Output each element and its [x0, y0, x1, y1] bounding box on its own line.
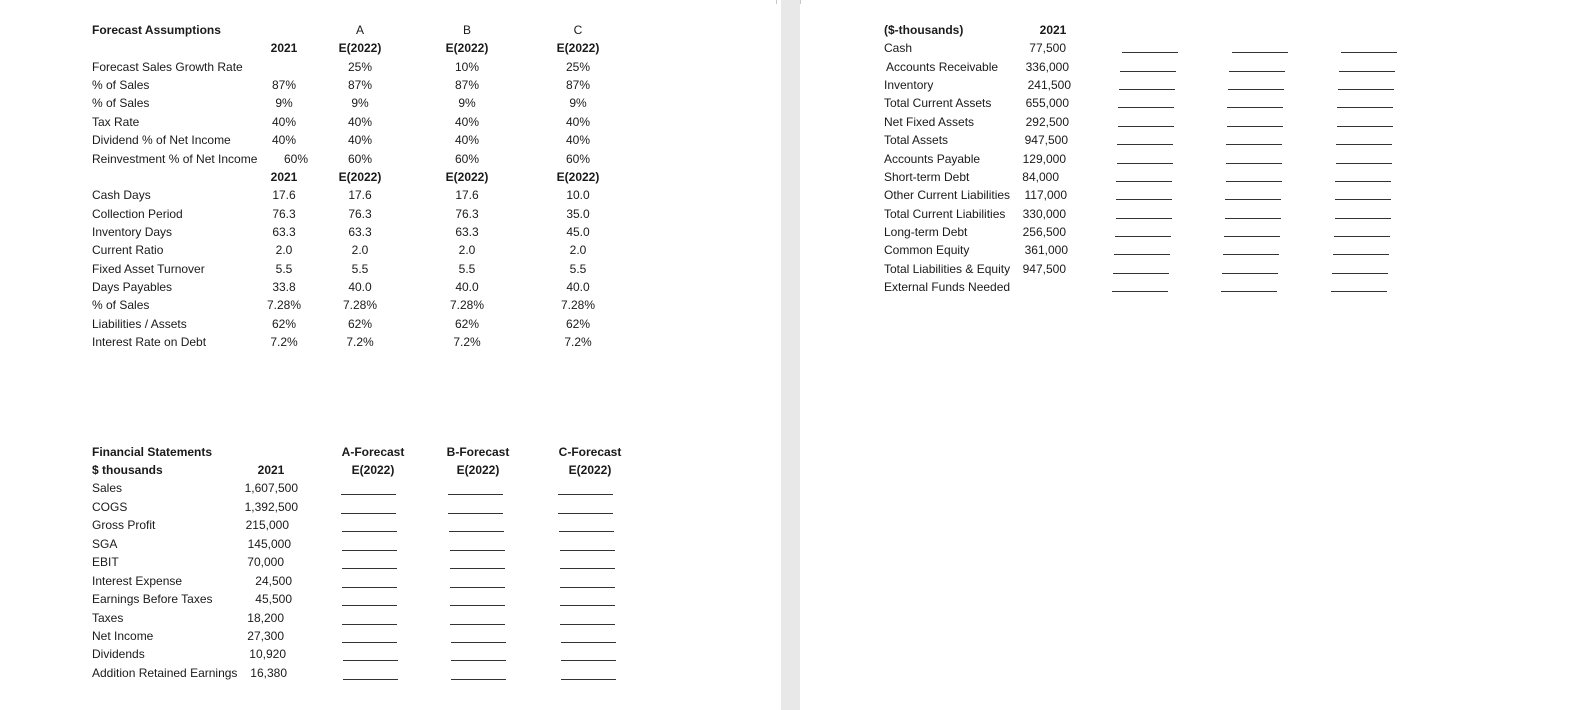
assumption-value: 25%: [347, 60, 373, 74]
statement-line-value: 27,300: [247, 629, 284, 643]
forecast-entry-blank[interactable]: [341, 513, 396, 514]
balance-sheet-label: External Funds Needed: [884, 280, 1011, 294]
balance-sheet-entry-blank[interactable]: [1335, 218, 1391, 219]
ratio-value: 2.0: [275, 243, 293, 257]
ratio-label: % of Sales: [92, 298, 150, 312]
balance-sheet-label: Cash: [884, 41, 913, 55]
balance-sheet-entry-blank[interactable]: [1229, 71, 1285, 72]
balance-sheet-entry-blank[interactable]: [1338, 89, 1394, 90]
assumption-value: 40%: [347, 115, 373, 129]
balance-sheet-entry-blank[interactable]: [1336, 163, 1392, 164]
assumption-value: 87%: [565, 78, 591, 92]
balance-sheet-entry-blank[interactable]: [1332, 273, 1388, 274]
assumption-value: 10%: [454, 60, 480, 74]
balance-sheet-entry-blank[interactable]: [1334, 236, 1390, 237]
forecast-entry-blank[interactable]: [561, 642, 616, 643]
statement-line-value: 145,000: [247, 537, 291, 551]
forecast-entry-blank[interactable]: [561, 679, 616, 680]
forecast-entry-blank[interactable]: [560, 624, 615, 625]
ratio-value: 62%: [454, 317, 480, 331]
balance-sheet-entry-blank[interactable]: [1227, 126, 1283, 127]
ratio-value: 76.3: [348, 207, 372, 221]
statement-line-label: Gross Profit: [92, 518, 156, 532]
balance-sheet-label: Total Current Assets: [884, 96, 992, 110]
balance-sheet-entry-blank[interactable]: [1337, 126, 1393, 127]
statement-line-value: 1,607,500: [244, 481, 298, 495]
balance-sheet-entry-blank[interactable]: [1117, 144, 1173, 145]
ratio-value: 17.6: [455, 188, 479, 202]
ratio-value: 5.5: [458, 262, 476, 276]
ratio-value: 17.6: [348, 188, 372, 202]
statement-line-label: Sales: [92, 481, 123, 495]
ratio-value: 5.5: [351, 262, 369, 276]
balance-sheet-label: Accounts Receivable: [886, 60, 999, 74]
assumption-value: 40%: [271, 133, 297, 147]
assumption-value: 25%: [565, 60, 591, 74]
column-year-header: E(2022): [445, 170, 489, 184]
statement-line-value: 24,500: [255, 574, 292, 588]
assumption-value: 40%: [454, 115, 480, 129]
ratio-value: 7.2%: [346, 335, 374, 349]
statement-line-value: 10,920: [249, 647, 286, 661]
ratio-value: 62%: [271, 317, 297, 331]
statements-units: $ thousands: [92, 463, 163, 477]
balance-sheet-value: 947,500: [1022, 262, 1066, 276]
ratio-value: 7.28%: [266, 298, 302, 312]
balance-sheet-entry-blank[interactable]: [1223, 254, 1279, 255]
page-edge-mark: [776, 0, 777, 4]
balance-sheet-entry-blank[interactable]: [1228, 89, 1284, 90]
balance-sheet-label: Long-term Debt: [884, 225, 968, 239]
balance-sheet-value: 77,500: [1029, 41, 1066, 55]
forecast-entry-blank[interactable]: [343, 679, 398, 680]
assumption-value: 40%: [565, 115, 591, 129]
balance-sheet-entry-blank[interactable]: [1331, 291, 1387, 292]
ratio-value: 2.0: [569, 243, 587, 257]
balance-sheet-label: Other Current Liabilities: [884, 188, 1011, 202]
balance-sheet-label: Inventory: [884, 78, 934, 92]
forecast-entry-blank[interactable]: [450, 605, 505, 606]
assumption-value: 9%: [569, 96, 587, 110]
ratio-label: Interest Rate on Debt: [92, 335, 207, 349]
balance-sheet-entry-blank[interactable]: [1114, 254, 1170, 255]
forecast-entry-blank[interactable]: [342, 531, 397, 532]
assumption-value: 40%: [347, 133, 373, 147]
forecast-entry-blank[interactable]: [450, 568, 505, 569]
forecast-entry-blank[interactable]: [448, 513, 503, 514]
forecast-year: E(2022): [456, 463, 500, 477]
forecast-entry-blank[interactable]: [561, 660, 616, 661]
forecast-entry-blank[interactable]: [343, 660, 398, 661]
balance-sheet-entry-blank[interactable]: [1224, 236, 1280, 237]
statement-line-value: 215,000: [245, 518, 289, 532]
balance-sheet-entry-blank[interactable]: [1337, 107, 1393, 108]
ratio-value: 35.0: [566, 207, 590, 221]
balance-sheet-entry-blank[interactable]: [1226, 144, 1282, 145]
forecast-entry-blank[interactable]: [451, 679, 506, 680]
scenario-letter: B: [462, 23, 472, 37]
ratio-value: 40.0: [455, 280, 479, 294]
balance-sheet-value: 84,000: [1022, 170, 1059, 184]
statement-line-label: COGS: [92, 500, 128, 514]
assumption-value: 60%: [565, 152, 591, 166]
assumption-value: 87%: [271, 78, 297, 92]
statement-line-value: 18,200: [247, 611, 284, 625]
balance-sheet-entry-blank[interactable]: [1226, 163, 1282, 164]
ratio-value: 63.3: [348, 225, 372, 239]
balance-sheet-label: Short-term Debt: [884, 170, 970, 184]
forecast-entry-blank[interactable]: [342, 642, 397, 643]
statement-line-label: EBIT: [92, 555, 119, 569]
balance-sheet-units: ($-thousands): [884, 23, 964, 37]
assumption-label: Dividend % of Net Income: [92, 133, 231, 147]
balance-sheet-entry-blank[interactable]: [1118, 107, 1174, 108]
forecast-entry-blank[interactable]: [342, 587, 397, 588]
forecast-entry-blank[interactable]: [450, 587, 505, 588]
balance-sheet-year: 2021: [1039, 23, 1067, 37]
balance-sheet-entry-blank[interactable]: [1222, 273, 1278, 274]
forecast-entry-blank[interactable]: [342, 605, 397, 606]
ratio-value: 45.0: [566, 225, 590, 239]
balance-sheet-entry-blank[interactable]: [1119, 89, 1175, 90]
ratio-value: 17.6: [272, 188, 296, 202]
forecast-entry-blank[interactable]: [559, 531, 614, 532]
balance-sheet-label: Common Equity: [884, 243, 970, 257]
balance-sheet-entry-blank[interactable]: [1116, 181, 1172, 182]
balance-sheet-entry-blank[interactable]: [1115, 236, 1171, 237]
forecast-entry-blank[interactable]: [342, 550, 397, 551]
ratio-value: 2.0: [351, 243, 369, 257]
statement-line-value: 16,380: [250, 666, 287, 680]
ratio-value: 7.2%: [270, 335, 298, 349]
ratio-value: 7.28%: [560, 298, 596, 312]
ratio-value: 76.3: [272, 207, 296, 221]
forecast-entry-blank[interactable]: [449, 531, 504, 532]
balance-sheet-label: Total Liabilities & Equity: [884, 262, 1011, 276]
ratio-value: 7.28%: [449, 298, 485, 312]
forecast-entry-blank[interactable]: [560, 550, 615, 551]
balance-sheet-entry-blank[interactable]: [1122, 52, 1178, 53]
balance-sheet-entry-blank[interactable]: [1120, 71, 1176, 72]
statement-line-label: Net Income: [92, 629, 154, 643]
balance-sheet-label: Total Current Liabilities: [884, 207, 1006, 221]
balance-sheet-entry-blank[interactable]: [1335, 199, 1391, 200]
ratio-value: 7.28%: [342, 298, 378, 312]
scenario-letter: C: [573, 23, 583, 37]
forecast-entry-blank[interactable]: [560, 587, 615, 588]
balance-sheet-value: 361,000: [1024, 243, 1068, 257]
statement-line-label: Interest Expense: [92, 574, 183, 588]
ratio-value: 63.3: [272, 225, 296, 239]
column-year-header: E(2022): [338, 170, 382, 184]
balance-sheet-value: 129,000: [1022, 152, 1066, 166]
ratio-label: Inventory Days: [92, 225, 173, 239]
assumption-value: 9%: [275, 96, 293, 110]
balance-sheet-value: 256,500: [1022, 225, 1066, 239]
statement-line-label: Addition Retained Earnings: [92, 666, 238, 680]
statement-line-label: Earnings Before Taxes: [92, 592, 213, 606]
balance-sheet-value: 330,000: [1022, 207, 1066, 221]
column-year-header: 2021: [270, 170, 298, 184]
forecast-entry-blank[interactable]: [560, 605, 615, 606]
balance-sheet-value: 336,000: [1025, 60, 1069, 74]
balance-sheet-entry-blank[interactable]: [1116, 218, 1172, 219]
assumption-value: 40%: [565, 133, 591, 147]
balance-sheet-entry-blank[interactable]: [1339, 71, 1395, 72]
assumption-value: 9%: [458, 96, 476, 110]
assumption-label: % of Sales: [92, 78, 150, 92]
assumption-value: 40%: [454, 133, 480, 147]
column-year-header: E(2022): [338, 41, 382, 55]
assumption-label: % of Sales: [92, 96, 150, 110]
forecast-entry-blank[interactable]: [560, 568, 615, 569]
balance-sheet-entry-blank[interactable]: [1117, 163, 1173, 164]
assumption-value: 60%: [347, 152, 373, 166]
forecast-entry-blank[interactable]: [341, 494, 396, 495]
column-year-header: E(2022): [556, 170, 600, 184]
assumptions-title: Forecast Assumptions: [92, 23, 221, 37]
balance-sheet-entry-blank[interactable]: [1226, 181, 1282, 182]
column-year-header: E(2022): [556, 41, 600, 55]
forecast-year: E(2022): [351, 463, 395, 477]
balance-sheet-entry-blank[interactable]: [1113, 273, 1169, 274]
ratio-label: Collection Period: [92, 207, 183, 221]
assumption-value: 9%: [351, 96, 369, 110]
statement-line-label: Taxes: [92, 611, 124, 625]
forecast-entry-blank[interactable]: [451, 660, 506, 661]
forecast-entry-blank[interactable]: [450, 624, 505, 625]
ratio-value: 2.0: [458, 243, 476, 257]
forecast-entry-blank[interactable]: [558, 513, 613, 514]
column-year-header: E(2022): [445, 41, 489, 55]
balance-sheet-label: Accounts Payable: [884, 152, 981, 166]
assumption-value: 40%: [271, 115, 297, 129]
ratio-value: 33.8: [272, 280, 296, 294]
balance-sheet-value: 241,500: [1027, 78, 1071, 92]
statements-title: Financial Statements: [92, 445, 213, 459]
ratio-label: Fixed Asset Turnover: [92, 262, 205, 276]
forecast-entry-blank[interactable]: [342, 624, 397, 625]
balance-sheet-entry-blank[interactable]: [1225, 218, 1281, 219]
balance-sheet-entry-blank[interactable]: [1232, 52, 1288, 53]
ratio-label: Current Ratio: [92, 243, 164, 257]
assumption-value: 60%: [454, 152, 480, 166]
assumption-value: 60%: [283, 152, 309, 166]
statements-year-header: 2021: [257, 463, 285, 477]
statement-line-label: Dividends: [92, 647, 145, 661]
ratio-label: Liabilities / Assets: [92, 317, 187, 331]
assumption-label: Forecast Sales Growth Rate: [92, 60, 243, 74]
balance-sheet-value: 655,000: [1025, 96, 1069, 110]
ratio-value: 5.5: [569, 262, 587, 276]
ratio-value: 76.3: [455, 207, 479, 221]
balance-sheet-value: 117,000: [1024, 188, 1067, 202]
column-year-header: 2021: [270, 41, 298, 55]
forecast-header: C-Forecast: [558, 445, 622, 459]
forecast-year: E(2022): [568, 463, 612, 477]
balance-sheet-entry-blank[interactable]: [1335, 181, 1391, 182]
scenario-letter: A: [355, 23, 365, 37]
assumption-value: 87%: [347, 78, 373, 92]
balance-sheet-label: Total Assets: [884, 133, 949, 147]
statement-line-value: 1,392,500: [244, 500, 298, 514]
ratio-value: 7.2%: [453, 335, 481, 349]
balance-sheet-entry-blank[interactable]: [1227, 107, 1283, 108]
forecast-entry-blank[interactable]: [448, 494, 503, 495]
balance-sheet-entry-blank[interactable]: [1341, 52, 1397, 53]
statement-line-value: 70,000: [247, 555, 284, 569]
forecast-entry-blank[interactable]: [450, 550, 505, 551]
forecast-header: A-Forecast: [341, 445, 405, 459]
ratio-value: 10.0: [566, 188, 590, 202]
assumption-label: Tax Rate: [92, 115, 140, 129]
balance-sheet-entry-blank[interactable]: [1333, 254, 1389, 255]
left-page: [0, 0, 781, 710]
assumption-value: 87%: [454, 78, 480, 92]
ratio-label: Cash Days: [92, 188, 151, 202]
forecast-entry-blank[interactable]: [451, 642, 506, 643]
statement-line-label: SGA: [92, 537, 118, 551]
forecast-header: B-Forecast: [446, 445, 510, 459]
balance-sheet-entry-blank[interactable]: [1225, 199, 1281, 200]
ratio-value: 62%: [347, 317, 373, 331]
forecast-entry-blank[interactable]: [342, 568, 397, 569]
balance-sheet-entry-blank[interactable]: [1336, 144, 1392, 145]
ratio-value: 62%: [565, 317, 591, 331]
forecast-entry-blank[interactable]: [558, 494, 613, 495]
balance-sheet-entry-blank[interactable]: [1221, 291, 1277, 292]
balance-sheet-value: 947,500: [1024, 133, 1068, 147]
right-page: [800, 0, 1582, 710]
ratio-value: 40.0: [348, 280, 372, 294]
statement-line-value: 45,500: [255, 592, 292, 606]
balance-sheet-entry-blank[interactable]: [1112, 291, 1168, 292]
ratio-value: 5.5: [275, 262, 293, 276]
page-edge-mark: [800, 0, 801, 4]
balance-sheet-value: 292,500: [1025, 115, 1069, 129]
balance-sheet-entry-blank[interactable]: [1116, 199, 1172, 200]
assumption-label: Reinvestment % of Net Income: [92, 152, 258, 166]
ratio-value: 7.2%: [564, 335, 592, 349]
balance-sheet-entry-blank[interactable]: [1118, 126, 1174, 127]
balance-sheet-label: Net Fixed Assets: [884, 115, 975, 129]
ratio-value: 40.0: [566, 280, 590, 294]
ratio-value: 63.3: [455, 225, 479, 239]
ratio-label: Days Payables: [92, 280, 173, 294]
